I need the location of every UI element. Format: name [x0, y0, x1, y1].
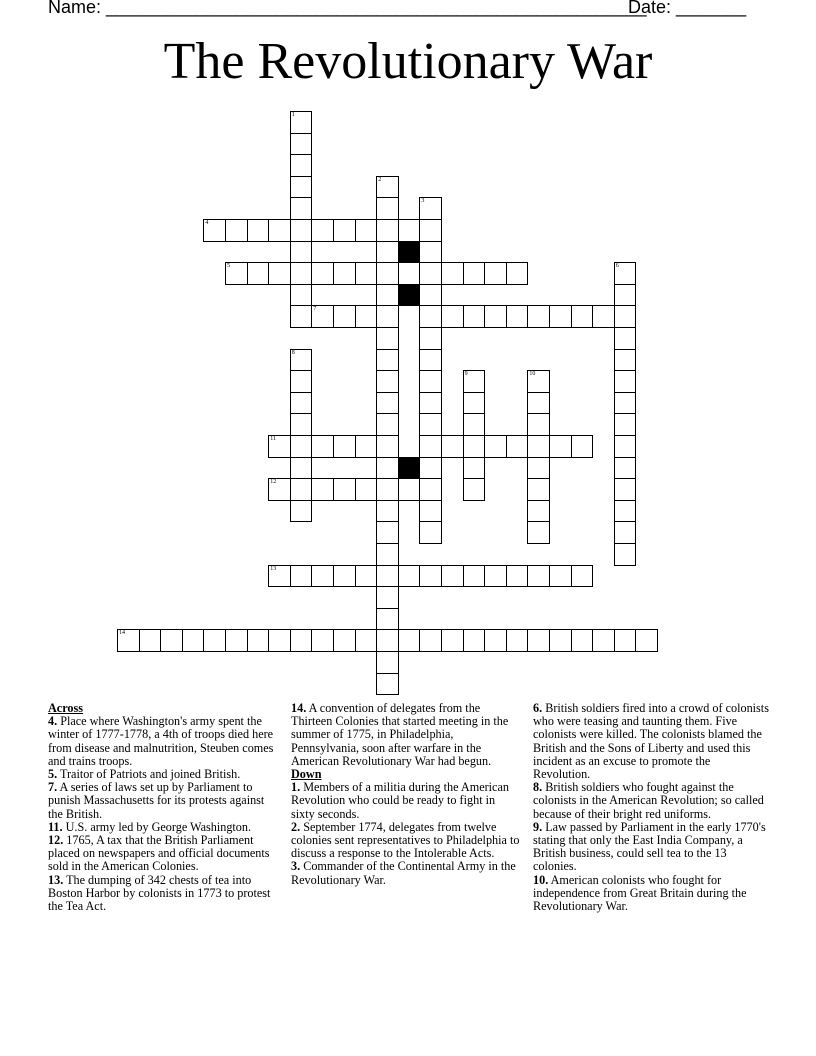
crossword-cell[interactable] [376, 521, 399, 544]
crossword-cell[interactable] [506, 305, 529, 328]
clues-column-2 [291, 702, 521, 887]
crossword-cell[interactable] [419, 500, 442, 523]
crossword-cell[interactable] [290, 629, 313, 652]
crossword-cell[interactable] [333, 629, 356, 652]
crossword-cell[interactable] [527, 457, 550, 480]
crossword-cell[interactable] [225, 219, 248, 242]
crossword-cell[interactable] [355, 305, 378, 328]
crossword-cell[interactable] [268, 262, 291, 285]
crossword-cell[interactable] [160, 629, 183, 652]
crossword-cell[interactable] [527, 370, 550, 393]
down-heading: Down [291, 767, 322, 782]
crossword-cell[interactable] [419, 478, 442, 501]
across-heading: Across [48, 701, 83, 715]
crossword-cell[interactable] [376, 176, 399, 199]
crossword-cell[interactable] [247, 219, 270, 242]
crossword-cell[interactable] [290, 370, 313, 393]
crossword-cell[interactable] [463, 413, 486, 436]
clue-number: 11 [270, 436, 276, 442]
crossword-cell[interactable] [614, 413, 637, 436]
crossword-cell[interactable] [419, 370, 442, 393]
crossword-cell[interactable] [441, 565, 464, 588]
crossword-cell[interactable] [549, 565, 572, 588]
crossword-cell[interactable] [527, 565, 550, 588]
crossword-cell[interactable] [376, 327, 399, 350]
crossword-cell[interactable] [527, 435, 550, 458]
crossword-cell[interactable] [463, 478, 486, 501]
crossword-cell[interactable] [311, 262, 334, 285]
crossword-cell[interactable] [419, 262, 442, 285]
crossword-cell[interactable] [290, 197, 313, 220]
crossword-cell[interactable] [290, 219, 313, 242]
crossword-cell[interactable] [376, 241, 399, 264]
crossword-cell[interactable] [376, 349, 399, 372]
crossword-cell[interactable] [463, 370, 486, 393]
crossword-cell[interactable] [441, 262, 464, 285]
crossword-cell[interactable] [290, 111, 313, 134]
crossword-cell[interactable] [376, 262, 399, 285]
crossword-cell[interactable] [463, 392, 486, 415]
crossword-cell[interactable] [527, 413, 550, 436]
crossword-cell[interactable] [376, 478, 399, 501]
crossword-cell[interactable] [225, 262, 248, 285]
clue-number: 12 [270, 479, 277, 486]
crossword-cell[interactable] [355, 219, 378, 242]
clue-number: 10 [529, 371, 536, 378]
crossword-cell[interactable] [463, 565, 486, 588]
crossword-cell[interactable] [290, 176, 313, 199]
crossword-cell[interactable] [441, 435, 464, 458]
crossword-cell[interactable] [549, 305, 572, 328]
crossword-cell[interactable] [376, 565, 399, 588]
clue-across-14: 14. A convention of delegates from the Thirteen Colonies that started meeting in the summer of 1775, in Philadelphia, Pennsylvania, soon after warfare in the American Revolutionary War had begun. [291, 701, 509, 768]
crossword-cell[interactable] [376, 284, 399, 307]
crossword-cell[interactable] [376, 370, 399, 393]
crossword-cell[interactable] [290, 435, 313, 458]
clue-number: 1 [291, 112, 295, 118]
clue-down-9: 9. Law passed by Parliament in the early 1770's stating that only the East India Company, a British business, could sell tea to the 13 colonies. [533, 819, 766, 874]
clue-number: 14 [119, 630, 125, 637]
crossword-cell[interactable] [398, 565, 421, 588]
date-field-label: Date: _______ [628, 0, 747, 17]
crossword-cell[interactable] [268, 629, 291, 652]
crossword-cell[interactable] [203, 219, 226, 242]
crossword-cell[interactable] [290, 478, 313, 501]
crossword-cell[interactable] [333, 478, 356, 501]
crossword-cell[interactable] [376, 305, 399, 328]
crossword-cell[interactable] [311, 629, 334, 652]
crossword-cell[interactable] [419, 413, 442, 436]
name-field-label: Name: ______________________________________________________ [48, 0, 647, 17]
crossword-cell[interactable] [441, 305, 464, 328]
crossword-cell[interactable] [290, 500, 313, 523]
crossword-cell[interactable] [419, 327, 442, 350]
crossword-cell[interactable] [355, 565, 378, 588]
crossword-cell[interactable] [333, 305, 356, 328]
crossword-cell[interactable] [484, 629, 507, 652]
crossword-cell[interactable] [247, 629, 270, 652]
clue-number: 2 [378, 176, 382, 183]
crossword-cell[interactable] [614, 543, 637, 566]
crossword-cell[interactable] [614, 457, 637, 480]
clue-number: 3 [421, 198, 425, 205]
crossword-cell[interactable] [614, 478, 637, 501]
crossword-cell[interactable] [506, 629, 529, 652]
crossword-cell[interactable] [527, 305, 550, 328]
crossword-cell[interactable] [376, 629, 399, 652]
crossword-cell[interactable] [506, 262, 529, 285]
crossword-cell[interactable] [506, 565, 529, 588]
crossword-cell[interactable] [117, 629, 140, 652]
crossword-cell[interactable] [463, 435, 486, 458]
crossword-cell[interactable] [463, 629, 486, 652]
crossword-block [398, 241, 421, 264]
crossword-cell[interactable] [419, 305, 442, 328]
clue-across-7: 7. A series of laws set up by Parliament to punish Massachusetts for its protests against the British. [48, 780, 265, 821]
crossword-cell[interactable] [463, 262, 486, 285]
crossword-cell[interactable] [571, 435, 594, 458]
crossword-cell[interactable] [376, 608, 399, 631]
clue-across-11: 11. U.S. army led by George Washington. [48, 819, 252, 834]
crossword-cell[interactable] [333, 219, 356, 242]
crossword-cell[interactable] [592, 629, 615, 652]
clue-number: 13 [270, 565, 277, 572]
crossword-cell[interactable] [376, 219, 399, 242]
crossword-cell[interactable] [355, 435, 378, 458]
crossword-cell[interactable] [571, 565, 594, 588]
crossword-cell[interactable] [311, 305, 334, 328]
crossword-cell[interactable] [614, 305, 637, 328]
crossword-cell[interactable] [333, 565, 356, 588]
clue-down-8: 8. British soldiers who fought against the colonists in the American Revolution; so called because of their bright red uniforms. [533, 780, 764, 821]
crossword-cell[interactable] [549, 629, 572, 652]
crossword-cell[interactable] [333, 262, 356, 285]
crossword-cell[interactable] [527, 521, 550, 544]
crossword-cell[interactable] [419, 241, 442, 264]
crossword-cell[interactable] [614, 392, 637, 415]
crossword-cell[interactable] [484, 565, 507, 588]
clue-number: 7 [313, 306, 317, 313]
crossword-cell[interactable] [419, 197, 442, 220]
clue-across-12: 12. 1765, A tax that the British Parliament placed on newspapers and official documents sold in the American Colonies. [48, 833, 270, 874]
crossword-cell[interactable] [398, 219, 421, 242]
clue-down-1: 1. Members of a militia during the American Revolution who could be ready to fight in sixty seconds. [291, 780, 509, 821]
clue-down-6: 6. British soldiers fired into a crowd of colonists who were teasing and taunting them. Five colonists were killed. The colonists blamed the British and the Sons of Liberty and used this incident as an excuse to promote the Revolution. [533, 701, 769, 782]
crossword-cell[interactable] [376, 673, 399, 696]
crossword-cell[interactable] [463, 305, 486, 328]
crossword-block [398, 457, 421, 480]
crossword-cell[interactable] [419, 392, 442, 415]
crossword-cell[interactable] [419, 349, 442, 372]
crossword-cell[interactable] [463, 457, 486, 480]
crossword-cell[interactable] [290, 305, 313, 328]
crossword-cell[interactable] [419, 284, 442, 307]
clue-number: 8 [291, 349, 295, 356]
crossword-cell[interactable] [527, 500, 550, 523]
crossword-cell[interactable] [355, 629, 378, 652]
clue-number: 5 [227, 263, 230, 270]
crossword-cell[interactable] [376, 435, 399, 458]
clue-number: 4 [205, 220, 209, 226]
crossword-cell[interactable] [376, 457, 399, 480]
crossword-cell[interactable] [290, 133, 313, 156]
crossword-cell[interactable] [333, 435, 356, 458]
crossword-cell[interactable] [376, 500, 399, 523]
crossword-cell[interactable] [225, 629, 248, 652]
clues-column-3 [533, 702, 769, 913]
crossword-cell[interactable] [376, 413, 399, 436]
crossword-cell[interactable] [549, 435, 572, 458]
crossword-cell[interactable] [527, 392, 550, 415]
crossword-cell[interactable] [290, 457, 313, 480]
crossword-cell[interactable] [571, 629, 594, 652]
crossword-cell[interactable] [376, 651, 399, 674]
crossword-cell[interactable] [290, 565, 313, 588]
crossword-cell[interactable] [419, 521, 442, 544]
crossword-cell[interactable] [419, 457, 442, 480]
clues-column-1 [48, 702, 280, 913]
clue-down-3: 3. Commander of the Continental Army in the Revolutionary War. [291, 859, 516, 887]
crossword-cell[interactable] [311, 565, 334, 588]
crossword-cell[interactable] [376, 586, 399, 609]
crossword-cell[interactable] [311, 219, 334, 242]
crossword-cell[interactable] [484, 305, 507, 328]
crossword-cell[interactable] [268, 435, 291, 458]
crossword-cell[interactable] [419, 629, 442, 652]
crossword-cell[interactable] [268, 219, 291, 242]
crossword-cell[interactable] [311, 435, 334, 458]
crossword-cell[interactable] [290, 154, 313, 177]
crossword-cell[interactable] [614, 370, 637, 393]
crossword-cell[interactable] [290, 262, 313, 285]
clue-number: 6 [615, 263, 619, 270]
crossword-cell[interactable] [635, 629, 658, 652]
crossword-cell[interactable] [614, 629, 637, 652]
clue-number: 9 [464, 371, 468, 378]
crossword-cell[interactable] [203, 629, 226, 652]
crossword-cell[interactable] [376, 543, 399, 566]
crossword-cell[interactable] [268, 478, 291, 501]
clue-across-4: 4. Place where Washington's army spent the winter of 1777-1778, a 4th of troops died here from disease and malnutrition, Steuben comes and trains troops. [48, 714, 274, 768]
crossword-cell[interactable] [290, 284, 313, 307]
crossword-cell[interactable] [290, 392, 313, 415]
crossword-cell[interactable] [290, 413, 313, 436]
crossword-cell[interactable] [419, 435, 442, 458]
crossword-cell[interactable] [398, 629, 421, 652]
page-title: The Revolutionary War [163, 33, 653, 90]
crossword-cell[interactable] [484, 262, 507, 285]
crossword-cell[interactable] [376, 392, 399, 415]
crossword-cell[interactable] [311, 478, 334, 501]
crossword-cell[interactable] [614, 327, 637, 350]
crossword-cell[interactable] [355, 478, 378, 501]
crossword-cell[interactable] [614, 500, 637, 523]
clue-down-10: 10. American colonists who fought for independence from Great Britain during the Revolutionary War. [533, 872, 747, 914]
crossword-cell[interactable] [419, 565, 442, 588]
crossword-cell[interactable] [398, 478, 421, 501]
crossword-cell[interactable] [614, 521, 637, 544]
clue-across-5: 5. Traitor of Patriots and joined British. [48, 767, 241, 782]
clue-across-13: 13. The dumping of 342 chests of tea into Boston Harbor by colonists in 1773 to protest the Tea Act. [48, 872, 271, 914]
crossword-cell[interactable] [290, 349, 313, 372]
crossword-cell[interactable] [268, 565, 291, 588]
crossword-cell[interactable] [614, 262, 637, 285]
crossword-cell[interactable] [441, 629, 464, 652]
crossword-cell[interactable] [614, 284, 637, 307]
crossword-cell[interactable] [527, 629, 550, 652]
crossword-cell[interactable] [614, 435, 637, 458]
crossword-cell[interactable] [376, 197, 399, 220]
crossword-cell[interactable] [182, 629, 205, 652]
crossword-cell[interactable] [355, 262, 378, 285]
crossword-cell[interactable] [506, 435, 529, 458]
crossword-cell[interactable] [247, 262, 270, 285]
crossword-cell[interactable] [290, 241, 313, 264]
crossword-cell[interactable] [614, 349, 637, 372]
crossword-cell[interactable] [571, 305, 594, 328]
crossword-cell[interactable] [139, 629, 162, 652]
crossword-cell[interactable] [527, 478, 550, 501]
clue-down-2: 2. September 1774, delegates from twelve colonies sent representatives to Philadelphia to discuss a response to the Intolerable Acts. [291, 819, 520, 861]
crossword-cell[interactable] [484, 435, 507, 458]
crossword-block [398, 284, 421, 307]
crossword-cell[interactable] [419, 219, 442, 242]
crossword-cell[interactable] [592, 305, 615, 328]
